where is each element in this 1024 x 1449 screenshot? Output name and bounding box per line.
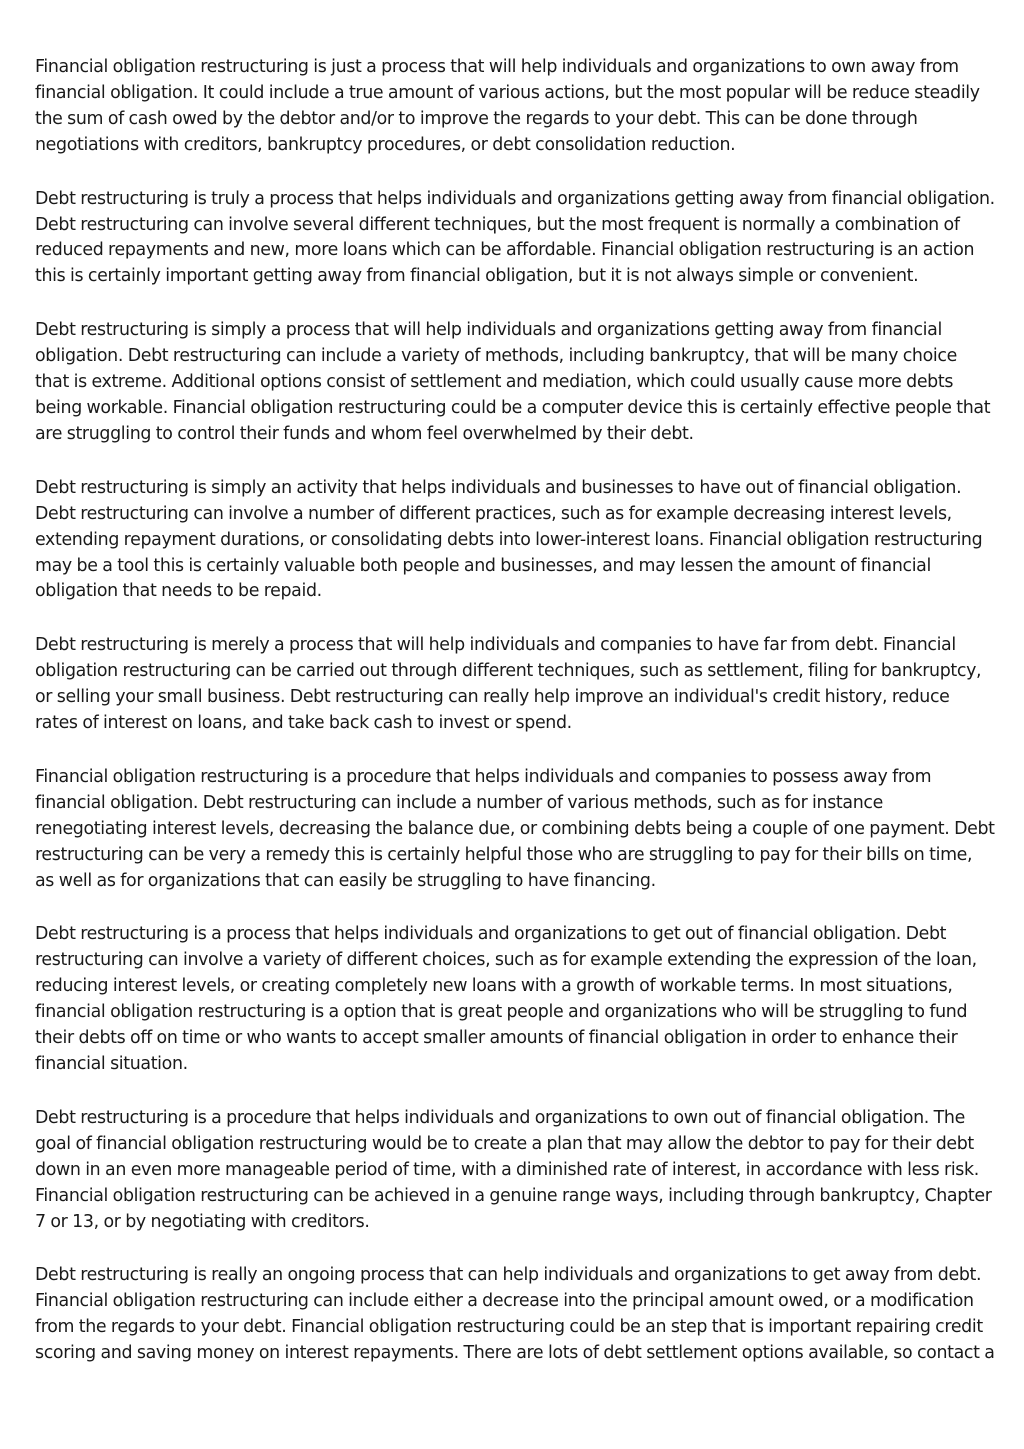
document-body <box>35 55 995 1395</box>
paragraph-2: Debt restructuring is truly a process that helps individuals and organizations getting away from financial obligation. Debt restructuring can involve several different techniques, but the most frequent is normally a combination of reduced repayments and new, more loans which can be affordable. Financial obligation restructuring is an action this is certainly important getting away from financial obligation, but it is not always simple or convenient. <box>35 188 995 287</box>
paragraph-3: Debt restructuring is simply a process that will help individuals and organizations getting away from financial obligation. Debt restructuring can include a variety of methods, including bankruptcy, that will be many choice that is extreme. Additional options consist of settlement and mediation, which could usually cause more debts being workable. Financial obligation restructuring could be a computer device this is certainly effective people that are struggling to control their funds and whom feel overwhelmed by their debt. <box>35 320 991 444</box>
paragraph-9: Debt restructuring is really an ongoing process that can help individuals and organizations to get away from debt. Financial obligation restructuring can include either a decrease into the principal amount owed, or a modification from the regards to your debt. Financial obligation restructuring could be an step that is important repairing credit scoring and saving money on interest repayments. There are lots of debt settlement options available, so contact a <box>35 1265 995 1364</box>
paragraph-6: Financial obligation restructuring is a procedure that helps individuals and companies to possess away from financial obligation. Debt restructuring can include a number of various methods, such as for instance renegotiating interest levels, decreasing the balance due, or combining debts being a couple of one payment. Debt restructuring can be very a remedy this is certainly helpful those who are struggling to pay for their bills on time, as well as for organizations that can easily be struggling to have financing. <box>35 766 995 891</box>
paragraph-1: Financial obligation restructuring is just a process that will help individuals and organizations to own away from financial obligation. It could include a true amount of various actions, but the most popular will be reduce steadily the sum of cash owed by the debtor and/or to improve the regards to your debt. This can be done through negotiations with creditors, bankruptcy procedures, or debt consolidation reduction. <box>35 57 980 155</box>
paragraph-8: Debt restructuring is a procedure that helps individuals and organizations to own out of financial obligation. The goal of financial obligation restructuring would be to create a plan that may allow the debtor to pay for their debt down in an even more manageable period of time, with a diminished rate of interest, in accordance with less risk. Financial obligation restructuring can be achieved in a genuine range ways, including through bankruptcy, Chapter 7 or 13, or by negotiating with creditors. <box>35 1107 992 1232</box>
paragraph-7: Debt restructuring is a process that helps individuals and organizations to get out of financial obligation. Debt restructuring can involve a variety of different choices, such as for example extending the expression of the loan, reducing interest levels, or creating completely new loans with a growth of workable terms. In most situations, financial obligation restructuring is a option that is great people and organizations who will be struggling to fund their debts off on time or who wants to accept smaller amounts of financial obligation in order to enhance their financial situation. <box>35 924 977 1074</box>
paragraph-4: Debt restructuring is simply an activity that helps individuals and businesses to have out of financial obligation. Debt restructuring can involve a number of different practices, such as for example decreasing interest levels, extending repayment durations, or consolidating debts into lower-interest loans. Financial obligation restructuring may be a tool this is certainly valuable both people and businesses, and may lessen the amount of financial obligation that needs to be repaid. <box>35 477 983 602</box>
paragraph-5: Debt restructuring is merely a process that will help individuals and companies to have far from debt. Financial obligation restructuring can be carried out through different techniques, such as settlement, filing for bankruptcy, or selling your small business. Debt restructuring can really help improve an individual's credit history, reduce rates of interest on loans, and take back cash to invest or spend. <box>35 635 982 734</box>
